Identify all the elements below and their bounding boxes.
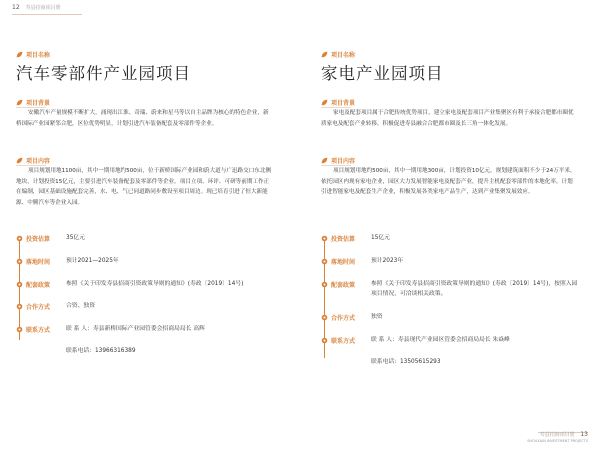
leaf-icon [16, 99, 23, 106]
row-label-contact: 联系方式 [321, 336, 355, 345]
content-label: 项目内容 [321, 156, 355, 165]
row-label-time: 落地时间 [321, 257, 355, 266]
circle-marker-icon [16, 258, 23, 265]
header-rule [12, 14, 82, 15]
row-label-contact: 联系方式 [16, 325, 50, 334]
leaf-icon [321, 157, 328, 164]
background-label: 项目背景 [321, 98, 355, 107]
leaf-icon [16, 51, 23, 58]
background-label: 项目背景 [16, 98, 50, 107]
investment-value: 35亿元 [66, 235, 85, 241]
footer-caption: 寿县招商项目册 [539, 432, 575, 438]
circle-marker-icon [321, 235, 328, 242]
policy-value: 参照《关于印发寿县招商引资政策导则的通知》(寿政〔2019〕14号)，按照入园项目情况，可洽谈相关政策。 [371, 281, 578, 297]
time-value: 预计2023年 [371, 258, 404, 264]
content-label: 项目内容 [16, 156, 50, 165]
background-text: 家电及配套项目属于合肥传统优势项目，建立家电及配套项目产业集聚区有利于承接合肥都市圈优质家电及配套产业转移，积极促进寿县融合合肥都市圈及长三角一体化发展。 [321, 110, 574, 127]
page-footer-right [527, 432, 588, 444]
time-value: 预计2021—2025年 [66, 258, 119, 264]
row-label-policy: 配套政策 [16, 280, 50, 289]
cooperation-value: 独资 [371, 314, 383, 320]
circle-marker-icon [321, 281, 328, 288]
name-label: 项目名称 [321, 50, 355, 59]
circle-marker-icon [16, 303, 23, 310]
circle-marker-icon [321, 258, 328, 265]
row-label-cooperation: 合作方式 [321, 313, 355, 322]
contact-person: 联 系 人：寿县新桥国际产业园管委会招商局局长 高辉 [66, 326, 205, 332]
leaf-icon [321, 99, 328, 106]
contact-person: 联 系 人：寿县现代产业园区管委会招商局局长 朱焱峰 [371, 337, 510, 343]
header-caption: 寿县招商项目册 [25, 5, 61, 11]
content-text: 项目规划用地约500亩，其中一期用地300亩，计划投资10亿元，规划建筑面积不少于24万平米，依托园区内现有家电企业，园区大力发展智能家电及配套产业，提升主机配套零部件的本地化率，计划引进智能家电及配套生产企业，积极发展各类家电产品生产，达到产业集聚发展效应。 [321, 168, 576, 196]
footer-caption-en: SHOUXIAN INVESTMENT PROJECTS [527, 439, 588, 443]
row-label-cooperation: 合作方式 [16, 302, 50, 311]
circle-marker-icon [16, 235, 23, 242]
contact-phone: 联系电话：13966316389 [66, 348, 136, 354]
page-title: 家电产业园项目 [321, 64, 444, 83]
leaf-icon [16, 157, 23, 164]
investment-value: 15亿元 [371, 235, 390, 241]
cooperation-value: 合资、独资 [66, 303, 95, 309]
content-text: 项目规划用地1100亩，其中一期用地约500亩，位于新桥国际产业园和蔚大道与广迅路交口东北侧地块，计划投资15亿元，主要引进汽车装备配套及零部件等企业。项目立项、环评、可研等前期工作正在编制，园区基础设施配套完善，水、电、气已同道路同步敷设至项目周边。现已培育引进了恒大新能源、中腾汽车等企业入园。 [16, 168, 272, 206]
circle-marker-icon [16, 326, 23, 333]
contact-phone: 联系电话：13505615293 [371, 359, 441, 365]
page-title: 汽车零部件产业园项目 [16, 64, 191, 83]
row-label-time: 落地时间 [16, 257, 50, 266]
policy-value: 参照《关于印发寿县招商引资政策导则的通知》(寿政〔2019〕14号) [66, 281, 244, 287]
page-header-left [12, 4, 61, 11]
page-number-left: 12 [12, 4, 20, 11]
row-label-policy: 配套政策 [321, 280, 355, 289]
circle-marker-icon [16, 281, 23, 288]
name-label: 项目名称 [16, 50, 50, 59]
row-label-investment: 投资估算 [321, 234, 355, 243]
background-text: 安徽汽车产量规模不断扩大，涌现出江淮、奇瑞、蔚来和星马等以自主品牌为核心的特色企业，新桥国际产业园紧邻合肥，区位优势明显，计划引进汽车装备配套及零部件等企业。 [16, 110, 269, 127]
row-label-investment: 投资估算 [16, 234, 50, 243]
page-number-right: 13 [580, 431, 588, 438]
circle-marker-icon [321, 314, 328, 321]
circle-marker-icon [321, 337, 328, 344]
leaf-icon [321, 51, 328, 58]
